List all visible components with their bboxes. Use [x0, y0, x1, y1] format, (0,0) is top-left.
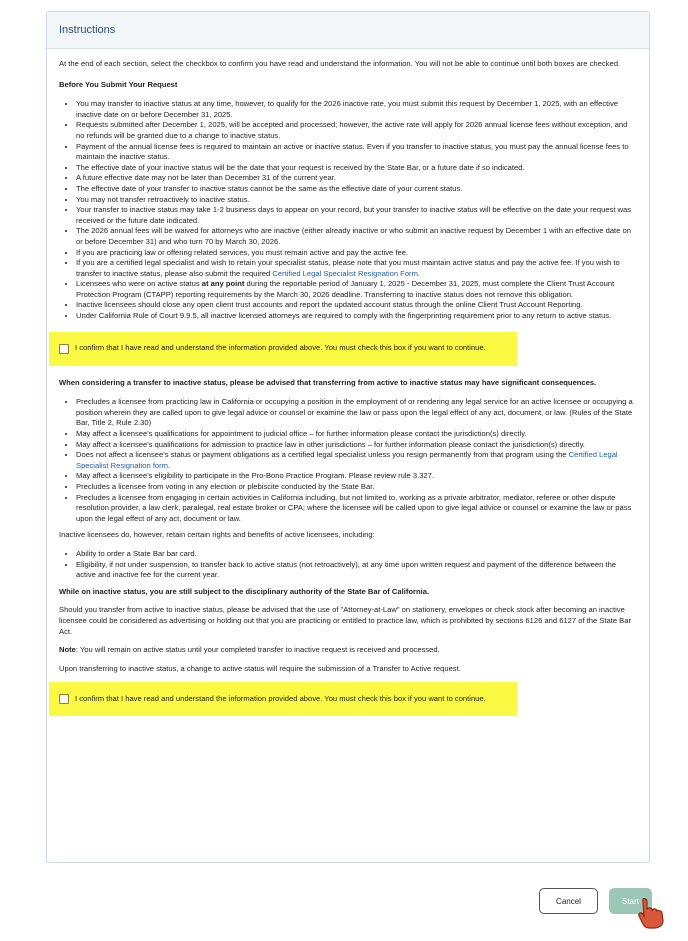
list-item: • Eligibility, if not under suspension, to transfer back to active status (not retroactively), at any time upon written request and payment of the difference between the active and inactive fee for the current year.: [76, 560, 637, 581]
panel-title: Instructions: [59, 24, 116, 36]
item-text: Does not affect a licensee's status or payment obligations as a certified legal specialist unless you resign permanently from that program using the: [76, 450, 569, 460]
upon-transfer-text: Upon transferring to inactive status, a change to active status will require the submission of a Transfer to Active request.: [59, 663, 461, 673]
section1-list: [59, 99, 637, 321]
note-text: [59, 645, 637, 656]
start-button[interactable]: Start: [609, 888, 652, 914]
panel-header: [47, 12, 649, 49]
emphasis-text: at any point: [201, 279, 245, 289]
list-item: • Ability to order a State Bar bar card.: [76, 549, 637, 560]
list-item: • May affect a licensee's qualifications for appointment to judicial office – for further information please contact the jurisdiction(s) directly.: [76, 429, 637, 440]
note-body: : You will remain on active status until your completed transfer to inactive request is received and processed.: [75, 645, 440, 655]
list-item: [76, 258, 637, 279]
confirm-row-1[interactable]: [49, 332, 517, 366]
cancel-button[interactable]: Cancel: [539, 888, 598, 914]
confirm-label-2[interactable]: I confirm that I have read and understand the information provided above. You must check this box if you want to continue.: [75, 694, 486, 704]
instructions-panel: [46, 11, 650, 863]
confirm-checkbox-2[interactable]: [59, 694, 69, 704]
list-item: • If you are practicing law or offering related services, you must remain active and pay the active fee.: [76, 248, 637, 259]
specialist-resignation-link-2[interactable]: Certified Legal Specialist Resignation form: [76, 450, 618, 470]
item-text: If you are a certified legal specialist and wish to retain your specialist status, please note that you must maintain active status and pay the active fee. If you wish to transfer to inactive status, please also submit the required: [76, 258, 620, 278]
list-item: • May affect a licensee's qualifications for admission to practice law in other jurisdictions – for further information please contact the jurisdiction(s) directly.: [76, 440, 637, 451]
list-item: • Inactive licensees should close any open client trust accounts and report the updated account status through the online Client Trust Account Reporting.: [76, 300, 637, 311]
section1-heading: Before You Submit Your Request: [59, 79, 178, 89]
list-item: • Requests submitted after December 1, 2025, will be accepted and processed; however, the active rate will apply for 2026 annual license fees without exception, and no refunds will be granted due to a change to inactive status.: [76, 120, 637, 141]
retain-intro: Inactive licensees do, however, retain certain rights and benefits of active licensees, including:: [59, 530, 375, 540]
confirm-label-1[interactable]: I confirm that I have read and understand the information provided above. You must check this box if you want to continue.: [75, 343, 486, 353]
list-item: • Your transfer to inactive status may take 1-2 business days to appear on your record, but your transfer to inactive status will be effective on the date your request was received or the future date indicated.: [76, 205, 637, 226]
panel-body: [47, 49, 649, 716]
list-item: • A future effective date may not be later than December 31 of the current year.: [76, 173, 637, 184]
list-item: • Precludes a licensee from voting in any election or plebiscite conducted by the State Bar.: [76, 482, 637, 493]
note-label: Note: [59, 645, 76, 655]
list-item: • The 2026 annual fees will be waived for attorneys who are inactive (either already inactive or who submit an inactive request by December 1 with an effective date on or before December 31) and who turn 70 by March 30, 2026.: [76, 226, 637, 247]
list-item: • You may not transfer retroactively to inactive status.: [76, 195, 637, 206]
section2-list: [59, 397, 637, 524]
specialist-resignation-link[interactable]: Certified Legal Specialist Resignation Form: [272, 268, 418, 278]
list-item: • Under California Rule of Court 9.9.5, all inactive licensed attorneys are required to comply with the fingerprinting requirement prior to any return to active status.: [76, 311, 637, 322]
list-item: [76, 279, 637, 300]
list-item: • May affect a licensee's eligibility to participate in the Pro-Bono Practice Program. Please review rule 3.327.: [76, 471, 637, 482]
discipline-text: While on inactive status, you are still subject to the disciplinary authority of the State Bar of California.: [59, 586, 430, 596]
list-item: • Precludes a licensee from practicing law in California or occupying a position in the employment of or rendering any legal service for an active licensee or occupying a position wherein they are called upon to give legal advice or counsel or examine the law or pass upon the legal effect of any act, document, or law. (Rules of the State Bar, Title 2, Rule 2.30): [76, 397, 637, 429]
confirm-row-2[interactable]: [49, 682, 517, 716]
list-item: • The effective date of your transfer to inactive status cannot be the same as the effective date of your current status.: [76, 184, 637, 195]
intro-text: At the end of each section, select the checkbox to confirm you have read and understand the information. You will not be able to continue until both boxes are checked.: [59, 59, 621, 68]
list-item: [76, 450, 637, 471]
confirm-checkbox-1[interactable]: [59, 344, 69, 354]
item-text: Licensees who were on active status: [76, 279, 202, 289]
list-item: • You may transfer to inactive status at any time, however, to qualify for the 2026 inactive rate, you must submit this request by December 1, 2025, with an effective inactive date on or before December 31, 2025.: [76, 99, 637, 120]
section2-heading: When considering a transfer to inactive status, please be advised that transferring from active to inactive status may have significant consequences.: [59, 377, 597, 387]
list-item: • Payment of the annual license fees is required to maintain an active or inactive status. Even if you transfer to inactive status, you must pay the annual license fees to maintain the inactive status.: [76, 142, 637, 163]
list-item: • Precludes a licensee from engaging in certain activities in California including, but not limited to, working as a private arbitrator, mediator, referee or other dispute resolution provider, a law clerk, paralegal, real estate broker or CPA; where the licensee will be called upon to give legal advice or counsel or examine the law or pass upon the legal effect of any act, document or law.: [76, 493, 637, 525]
item-text: .: [168, 460, 171, 470]
hand-cursor-icon: [637, 897, 671, 929]
item-text: during the reportable period of January 1, 2025 - December 31, 2025, must complete the Client Trust Account Protection Program (CTAPP) reporting requirements by the March 30, 2026 deadline. Transferring to inactive status does not remove this obligation.: [76, 279, 615, 299]
attorney-at-law-text: Should you transfer from active to inactive status, please be advised that the use of "Attorney-at-Law" on stationery, envelopes or check stock after becoming an inactive licensee could be considered as advertising or holding out that you are practicing or entitled to practice law, which is prohibited by sections 6126 and 6127 of the State Bar Act.: [59, 605, 631, 636]
retain-list: [59, 549, 637, 581]
item-text: .: [417, 268, 421, 278]
list-item: • The effective date of your inactive status will be the date that your request is received by the State Bar, or a future date if so indicated.: [76, 163, 637, 174]
